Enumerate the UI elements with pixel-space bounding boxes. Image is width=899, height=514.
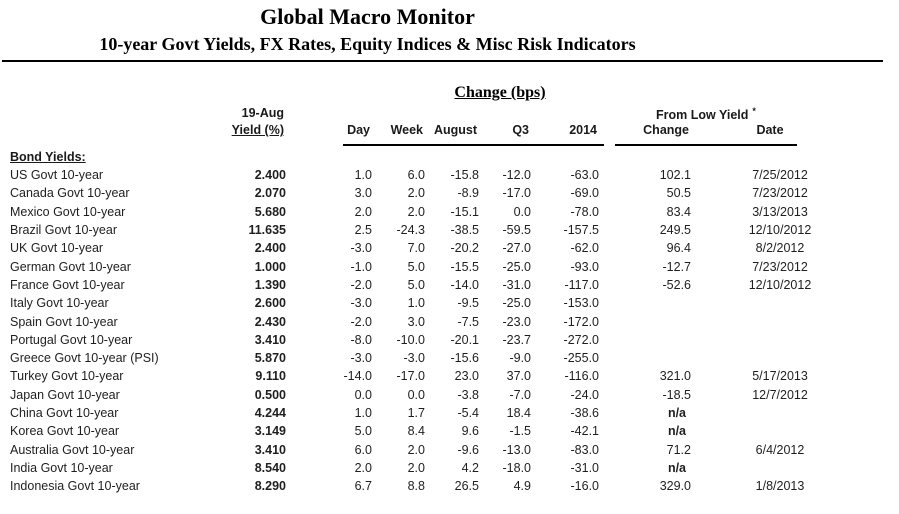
row-label: Indonesia Govt 10-year [10, 479, 140, 494]
cell-q3-change: -59.5 [502, 223, 531, 238]
cell-august-change: -7.5 [457, 314, 479, 329]
cell-yield: 5.870 [254, 351, 286, 366]
cell-yield: 0.500 [254, 387, 286, 402]
cell-2014-change: -31.0 [570, 460, 599, 475]
cell-day-change: -2.0 [350, 277, 372, 292]
cell-yield: 8.540 [254, 460, 286, 475]
table-row [10, 349, 869, 367]
cell-2014-change: -172.0 [563, 314, 599, 329]
table-row [10, 221, 869, 239]
table-row [10, 294, 869, 312]
cell-q3-change: 18.4 [506, 406, 531, 420]
row-label: China Govt 10-year [10, 406, 119, 420]
table-row [10, 166, 869, 184]
cell-low-date: 5/17/2013 [752, 369, 808, 384]
table-row [10, 422, 869, 440]
cell-august-change: -5.4 [457, 406, 479, 420]
from-low-group-underline [615, 144, 797, 146]
cell-2014-change: -69.0 [570, 186, 599, 201]
row-label: Mexico Govt 10-year [10, 204, 126, 219]
row-label: Spain Govt 10-year [10, 314, 118, 329]
cell-low-date: 8/2/2012 [755, 241, 805, 256]
cell-low-change: -12.7 [662, 259, 691, 274]
cell-week-change: 2.0 [407, 460, 425, 475]
cell-low-date: 1/8/2013 [755, 479, 805, 494]
bond-yields-table [10, 166, 869, 495]
cell-q3-change: -12.0 [502, 168, 531, 183]
cell-yield: 8.290 [254, 479, 286, 494]
cell-q3-change: -9.0 [509, 351, 531, 366]
cell-day-change: -2.0 [350, 314, 372, 329]
col-header-yield: Yield (%) [231, 123, 284, 137]
cell-2014-change: -63.0 [570, 168, 599, 183]
cell-yield: 2.400 [254, 241, 286, 256]
table-row [10, 184, 869, 202]
cell-yield: 5.680 [254, 204, 286, 219]
table-row [10, 477, 869, 495]
cell-low-date: 12/10/2012 [748, 277, 812, 292]
row-label: Japan Govt 10-year [10, 387, 120, 402]
cell-low-change: 71.2 [666, 442, 691, 457]
cell-yield: 2.600 [254, 296, 286, 311]
table-row [10, 312, 869, 330]
cell-low-change: 321.0 [659, 369, 691, 384]
cell-low-change: 329.0 [659, 479, 691, 494]
row-label: Greece Govt 10-year (PSI) [10, 351, 159, 366]
cell-week-change: 0.0 [407, 387, 425, 402]
table-row [10, 331, 869, 349]
row-label: Australia Govt 10-year [10, 442, 135, 457]
footnote-asterisk: * [752, 106, 756, 116]
row-label: US Govt 10-year [10, 168, 104, 183]
cell-day-change: 5.0 [354, 424, 372, 439]
cell-august-change: -9.6 [457, 442, 479, 457]
cell-yield: 3.410 [254, 332, 286, 347]
row-label: India Govt 10-year [10, 460, 113, 475]
cell-low-change: n/a [667, 406, 686, 420]
cell-day-change: -3.0 [350, 241, 372, 256]
cell-week-change: 3.0 [407, 314, 425, 329]
cell-2014-change: -116.0 [564, 369, 599, 384]
cell-august-change: -15.6 [450, 351, 479, 366]
cell-2014-change: -93.0 [570, 259, 599, 274]
cell-2014-change: -255.0 [563, 351, 599, 366]
row-label: Brazil Govt 10-year [10, 223, 117, 238]
cell-august-change: -15.8 [450, 168, 479, 183]
col-header-low-change: Change [643, 123, 689, 137]
cell-week-change: 2.0 [407, 186, 425, 201]
cell-week-change: 7.0 [407, 241, 425, 256]
table-row [10, 276, 869, 294]
table-row [10, 257, 869, 275]
cell-low-change: -52.6 [662, 277, 691, 292]
from-low-yield-label: From Low Yield [656, 108, 749, 123]
section-label-bond-yields: Bond Yields: [10, 150, 86, 164]
cell-2014-change: -16.0 [570, 479, 599, 494]
cell-2014-change: -117.0 [564, 277, 599, 292]
cell-low-change: 96.4 [666, 241, 691, 256]
table-row [10, 404, 869, 422]
col-header-low-date: Date [756, 123, 784, 137]
cell-2014-change: -42.1 [570, 424, 599, 439]
cell-august-change: 23.0 [454, 369, 479, 384]
cell-yield: 9.110 [255, 369, 286, 384]
cell-2014-change: -24.0 [570, 387, 599, 402]
table-row [10, 367, 869, 385]
cell-august-change: -15.5 [450, 259, 479, 274]
cell-august-change: -14.0 [450, 277, 479, 292]
col-header-august: August [433, 123, 477, 137]
report-title: Global Macro Monitor [260, 4, 475, 29]
row-label: German Govt 10-year [10, 259, 131, 274]
cell-day-change: -1.0 [350, 259, 372, 274]
cell-day-change: 2.5 [354, 223, 372, 238]
cell-day-change: -3.0 [350, 351, 372, 366]
cell-low-change: n/a [667, 424, 686, 439]
cell-q3-change: -17.0 [502, 186, 531, 201]
cell-week-change: -17.0 [396, 369, 425, 384]
cell-week-change: 2.0 [407, 204, 425, 219]
cell-day-change: 6.0 [354, 442, 372, 457]
table-row [10, 440, 869, 458]
cell-2014-change: -38.6 [570, 406, 599, 420]
cell-low-date: 7/23/2012 [752, 186, 808, 201]
cell-q3-change: -18.0 [502, 460, 531, 475]
cell-day-change: 3.0 [354, 186, 372, 201]
cell-august-change: -38.5 [450, 223, 479, 238]
cell-low-change: n/a [667, 460, 686, 475]
cell-day-change: 2.0 [354, 460, 372, 475]
cell-2014-change: -83.0 [570, 442, 599, 457]
row-label: France Govt 10-year [10, 277, 125, 292]
cell-august-change: 26.5 [454, 479, 479, 494]
cell-week-change: 6.0 [407, 168, 425, 183]
cell-week-change: 5.0 [407, 259, 425, 274]
group-header-from-low-yield [615, 106, 797, 122]
cell-day-change: 6.7 [354, 479, 372, 494]
table-row [10, 459, 869, 477]
cell-august-change: -15.1 [450, 204, 479, 219]
cell-august-change: 9.6 [461, 424, 479, 439]
cell-yield: 3.149 [254, 424, 286, 439]
col-header-asof: 19-Aug [241, 106, 284, 120]
cell-q3-change: -23.7 [502, 332, 531, 347]
cell-day-change: -14.0 [343, 369, 372, 384]
cell-2014-change: -272.0 [563, 332, 599, 347]
cell-week-change: 1.0 [407, 296, 425, 311]
cell-yield: 11.635 [248, 223, 286, 238]
cell-2014-change: -157.5 [563, 223, 599, 238]
col-header-day: Day [347, 123, 370, 137]
cell-q3-change: 4.9 [513, 479, 531, 494]
cell-low-change: 83.4 [666, 204, 691, 219]
cell-week-change: 8.4 [407, 424, 425, 439]
cell-low-change: 102.1 [659, 168, 691, 183]
cell-day-change: -3.0 [350, 296, 372, 311]
cell-week-change: 8.8 [407, 479, 425, 494]
row-label: Italy Govt 10-year [10, 296, 109, 311]
cell-august-change: -3.8 [457, 387, 479, 402]
cell-august-change: -9.5 [457, 296, 479, 311]
cell-yield: 2.430 [254, 314, 286, 329]
cell-yield: 4.244 [254, 406, 286, 420]
cell-week-change: -10.0 [396, 332, 425, 347]
cell-day-change: -8.0 [350, 332, 372, 347]
cell-yield: 2.400 [254, 168, 286, 183]
cell-week-change: 2.0 [407, 442, 425, 457]
cell-2014-change: -153.0 [563, 296, 599, 311]
cell-low-date: 7/23/2012 [752, 259, 808, 274]
cell-q3-change: -27.0 [502, 241, 531, 256]
table-row [10, 203, 869, 221]
col-header-week: Week [390, 123, 423, 137]
cell-low-date: 12/7/2012 [752, 387, 808, 402]
group-header-change-bps: Change (bps) [454, 84, 546, 101]
cell-2014-change: -78.0 [570, 204, 599, 219]
cell-yield: 3.410 [254, 442, 286, 457]
cell-low-date: 6/4/2012 [755, 442, 805, 457]
row-label: Canada Govt 10-year [10, 186, 130, 201]
report-header [0, 4, 735, 56]
cell-day-change: 0.0 [354, 387, 372, 402]
cell-august-change: -20.2 [450, 241, 479, 256]
cell-august-change: -8.9 [457, 186, 479, 201]
row-label: UK Govt 10-year [10, 241, 104, 256]
cell-yield: 1.390 [254, 277, 286, 292]
cell-q3-change: -25.0 [502, 296, 531, 311]
cell-august-change: -20.1 [450, 332, 479, 347]
cell-week-change: 5.0 [407, 277, 425, 292]
cell-low-change: 50.5 [666, 186, 691, 201]
report-subtitle: 10-year Govt Yields, FX Rates, Equity Indices & Misc Risk Indicators [99, 34, 636, 54]
header-divider [2, 60, 883, 62]
cell-q3-change: -23.0 [502, 314, 531, 329]
change-group-underline [343, 144, 604, 146]
row-label: Korea Govt 10-year [10, 424, 120, 439]
cell-q3-change: 0.0 [513, 204, 531, 219]
cell-low-change: 249.5 [659, 223, 691, 238]
cell-q3-change: 37.0 [506, 369, 531, 384]
cell-week-change: -3.0 [403, 351, 425, 366]
cell-q3-change: -31.0 [502, 277, 531, 292]
col-header-2014: 2014 [569, 123, 597, 137]
cell-yield: 2.070 [254, 186, 286, 201]
cell-q3-change: -13.0 [502, 442, 531, 457]
cell-day-change: 2.0 [354, 204, 372, 219]
cell-q3-change: -1.5 [509, 424, 531, 439]
cell-week-change: 1.7 [407, 406, 425, 420]
cell-2014-change: -62.0 [570, 241, 599, 256]
cell-day-change: 1.0 [354, 406, 372, 420]
cell-week-change: -24.3 [396, 223, 425, 238]
cell-low-date: 12/10/2012 [748, 223, 812, 238]
cell-august-change: 4.2 [461, 460, 479, 475]
cell-yield: 1.000 [254, 259, 286, 274]
col-header-q3: Q3 [512, 123, 529, 137]
cell-q3-change: -7.0 [509, 387, 531, 402]
cell-low-change: -18.5 [662, 387, 691, 402]
table-row [10, 239, 869, 257]
cell-low-date: 3/13/2013 [752, 204, 808, 219]
cell-q3-change: -25.0 [502, 259, 531, 274]
cell-day-change: 1.0 [354, 168, 372, 183]
row-label: Portugal Govt 10-year [10, 332, 133, 347]
cell-low-date: 7/25/2012 [752, 168, 808, 183]
row-label: Turkey Govt 10-year [10, 369, 124, 384]
table-row [10, 386, 869, 404]
